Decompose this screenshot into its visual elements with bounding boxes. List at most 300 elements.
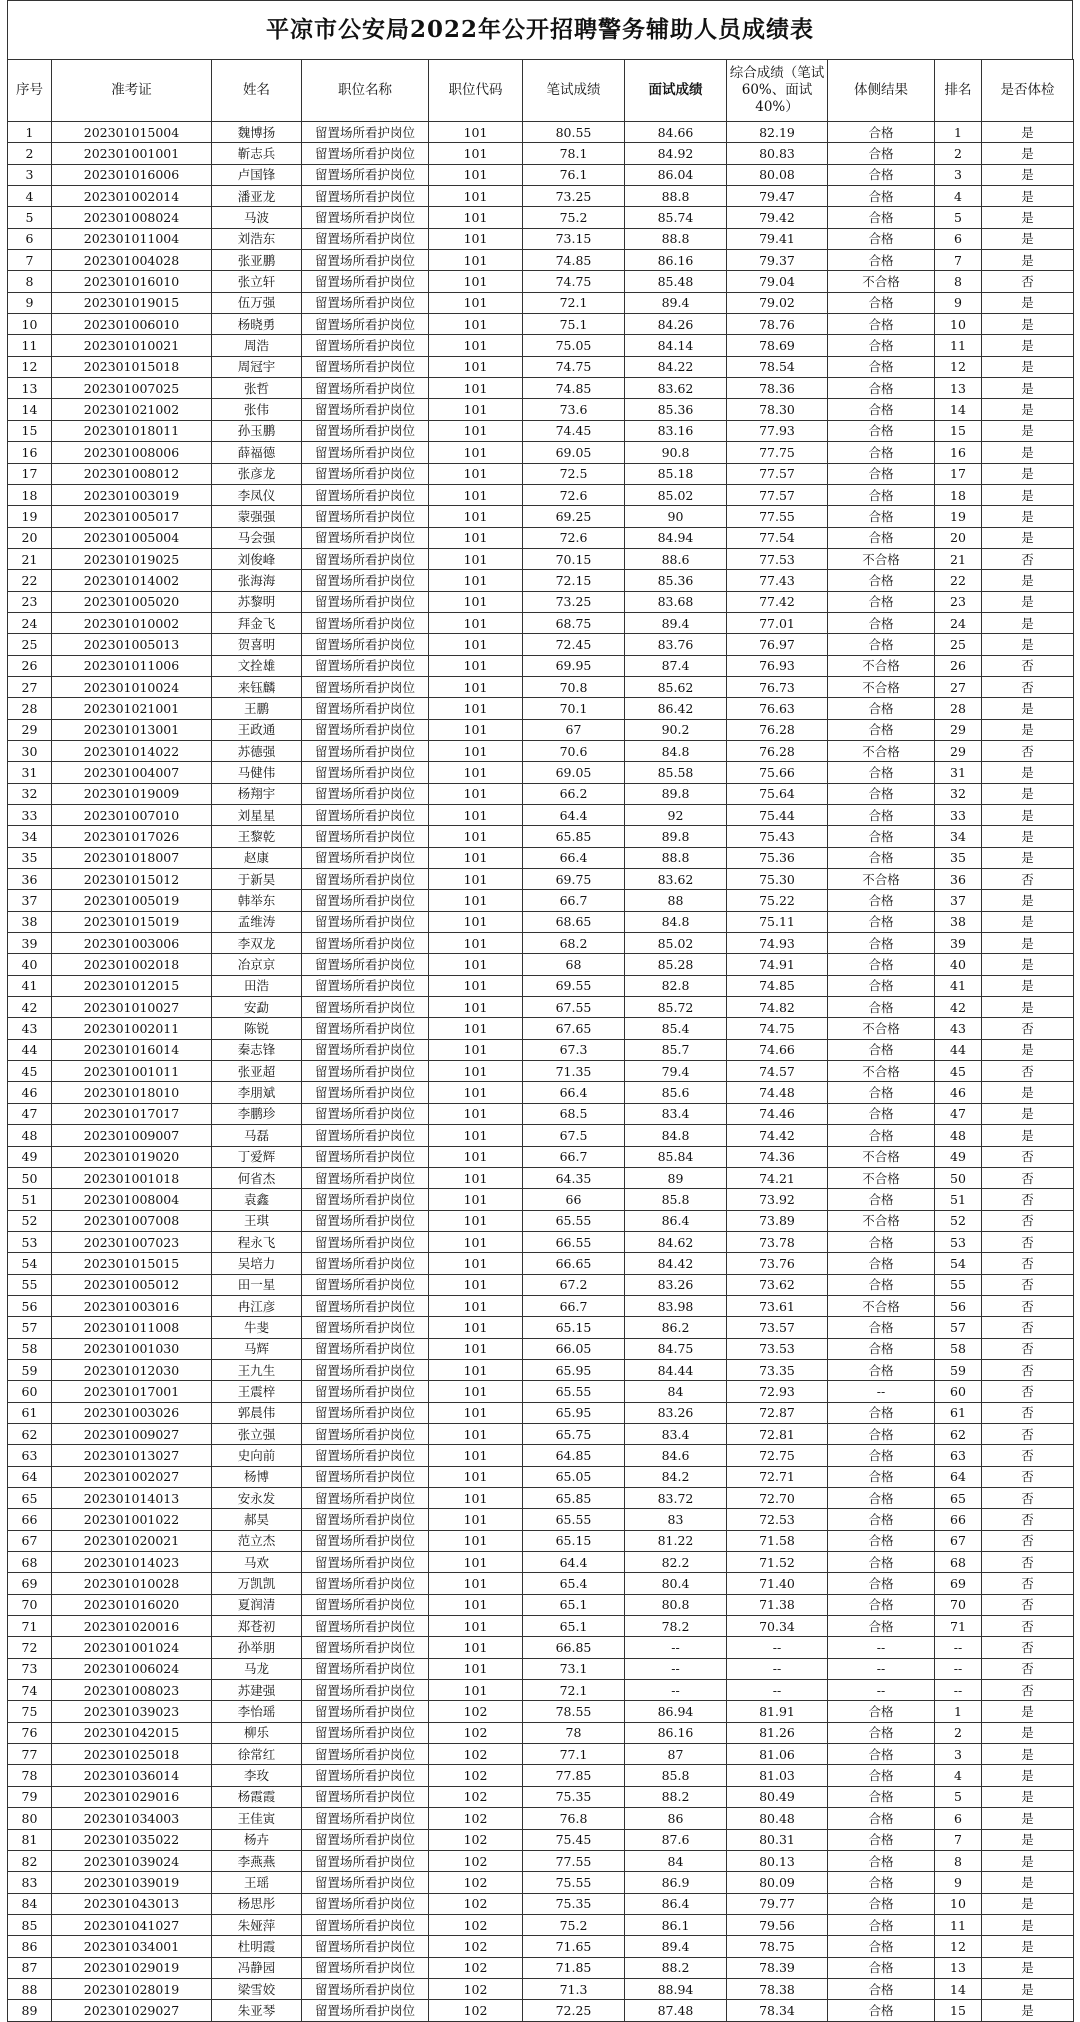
cell-name: 赵康 [212,847,302,868]
cell-index: 28 [8,698,52,719]
cell-position-code: 101 [429,1530,523,1551]
cell-rank: 53 [935,1231,982,1252]
cell-rank: 19 [935,506,982,527]
cell-total-score: 77.42 [727,591,828,612]
cell-position-name: 留置场所看护岗位 [302,698,429,719]
cell-written-score: 64.4 [523,805,625,826]
cell-physical-result: 合格 [828,1765,935,1786]
cell-medical-check: 是 [982,1936,1074,1957]
cell-position-code: 101 [429,527,523,548]
cell-rank: 6 [935,1808,982,1829]
cell-interview-score: 83.76 [625,634,727,655]
cell-position-name: 留置场所看护岗位 [302,719,429,740]
cell-position-name: 留置场所看护岗位 [302,1808,429,1829]
cell-physical-result: 合格 [828,1850,935,1871]
cell-total-score: 72.93 [727,1381,828,1402]
cell-rank: 2 [935,1722,982,1743]
table-row [8,1295,1074,1316]
cell-index: 1 [8,122,52,143]
cell-index: 71 [8,1616,52,1637]
cell-interview-score: 85.8 [625,1765,727,1786]
cell-rank: 45 [935,1061,982,1082]
cell-physical-result: 合格 [828,1936,935,1957]
cell-index: 36 [8,869,52,890]
cell-total-score: 77.93 [727,420,828,441]
cell-exam-id: 202301014002 [52,570,212,591]
cell-position-code: 101 [429,1573,523,1594]
cell-medical-check: 是 [982,186,1074,207]
table-row [8,1786,1074,1807]
cell-medical-check: 否 [982,1552,1074,1573]
table-row [8,2000,1074,2021]
cell-index: 12 [8,356,52,377]
cell-name: 孙举朋 [212,1637,302,1658]
cell-position-code: 101 [429,762,523,783]
cell-exam-id: 202301015015 [52,1253,212,1274]
cell-name: 牛斐 [212,1317,302,1338]
cell-position-name: 留置场所看护岗位 [302,1722,429,1743]
cell-rank: 38 [935,911,982,932]
table-row [8,1231,1074,1252]
table-row [8,335,1074,356]
cell-position-code: 101 [429,1125,523,1146]
cell-interview-score: 84.6 [625,1445,727,1466]
cell-exam-id: 202301002011 [52,1018,212,1039]
cell-interview-score: 86.9 [625,1872,727,1893]
cell-medical-check: 是 [982,228,1074,249]
cell-physical-result: 合格 [828,762,935,783]
cell-exam-id: 202301007023 [52,1231,212,1252]
cell-name: 冯静园 [212,1957,302,1978]
cell-medical-check: 是 [982,975,1074,996]
cell-exam-id: 202301008006 [52,442,212,463]
cell-exam-id: 202301029019 [52,1957,212,1978]
cell-name: 贺喜明 [212,634,302,655]
cell-rank: 32 [935,783,982,804]
cell-rank: 42 [935,997,982,1018]
cell-index: 84 [8,1893,52,1914]
cell-medical-check: 是 [982,356,1074,377]
cell-exam-id: 202301016020 [52,1594,212,1615]
cell-position-name: 留置场所看护岗位 [302,1466,429,1487]
cell-exam-id: 202301020016 [52,1616,212,1637]
cell-position-name: 留置场所看护岗位 [302,1445,429,1466]
cell-physical-result: 合格 [828,378,935,399]
cell-physical-result: 合格 [828,1957,935,1978]
cell-exam-id: 202301003006 [52,933,212,954]
cell-physical-result: 合格 [828,1359,935,1380]
cell-medical-check: 是 [982,1978,1074,1999]
cell-written-score: 78 [523,1722,625,1743]
cell-written-score: 72.1 [523,292,625,313]
cell-index: 56 [8,1295,52,1316]
cell-medical-check: 否 [982,1445,1074,1466]
cell-exam-id: 202301013027 [52,1445,212,1466]
cell-position-name: 留置场所看护岗位 [302,869,429,890]
table-row [8,1765,1074,1786]
cell-rank: 10 [935,314,982,335]
cell-name: 夏润清 [212,1594,302,1615]
cell-position-code: 101 [429,442,523,463]
cell-written-score: 65.85 [523,826,625,847]
cell-total-score: 74.82 [727,997,828,1018]
cell-interview-score: 83.98 [625,1295,727,1316]
cell-written-score: 71.85 [523,1957,625,1978]
cell-rank: 29 [935,740,982,761]
table-row [8,1637,1074,1658]
cell-written-score: 74.75 [523,271,625,292]
table-row [8,911,1074,932]
table-row [8,1039,1074,1060]
cell-written-score: 69.75 [523,869,625,890]
cell-index: 14 [8,399,52,420]
table-row [8,1957,1074,1978]
cell-physical-result: 合格 [828,997,935,1018]
cell-written-score: 72.6 [523,484,625,505]
cell-medical-check: 是 [982,1786,1074,1807]
table-row [8,826,1074,847]
cell-index: 32 [8,783,52,804]
cell-written-score: 66.7 [523,890,625,911]
cell-name: 柳乐 [212,1722,302,1743]
cell-total-score: -- [727,1637,828,1658]
cell-interview-score: 83.4 [625,1423,727,1444]
cell-exam-id: 202301005019 [52,890,212,911]
cell-name: 靳志兵 [212,143,302,164]
table-row [8,463,1074,484]
cell-written-score: 75.2 [523,1914,625,1935]
table-row [8,890,1074,911]
cell-physical-result: 合格 [828,826,935,847]
cell-exam-id: 202301008024 [52,207,212,228]
cell-total-score: 75.22 [727,890,828,911]
cell-position-name: 留置场所看护岗位 [302,1957,429,1978]
cell-position-code: 101 [429,1295,523,1316]
cell-medical-check: 是 [982,314,1074,335]
cell-position-name: 留置场所看护岗位 [302,1061,429,1082]
cell-total-score: 78.76 [727,314,828,335]
cell-exam-id: 202301035022 [52,1829,212,1850]
cell-name: 王九生 [212,1359,302,1380]
cell-rank: 70 [935,1594,982,1615]
cell-exam-id: 202301002014 [52,186,212,207]
cell-rank: -- [935,1658,982,1679]
cell-medical-check: 是 [982,997,1074,1018]
cell-written-score: 68.75 [523,612,625,633]
cell-position-code: 101 [429,1103,523,1124]
cell-rank: 43 [935,1018,982,1039]
cell-exam-id: 202301003019 [52,484,212,505]
cell-total-score: 76.28 [727,740,828,761]
cell-interview-score: 83.62 [625,378,727,399]
cell-medical-check: 否 [982,1210,1074,1231]
cell-total-score: 74.93 [727,933,828,954]
cell-interview-score: 88.2 [625,1957,727,1978]
cell-physical-result: 不合格 [828,1295,935,1316]
cell-physical-result: 合格 [828,1402,935,1423]
cell-exam-id: 202301029027 [52,2000,212,2021]
cell-index: 58 [8,1338,52,1359]
cell-written-score: 66 [523,1189,625,1210]
cell-written-score: 73.15 [523,228,625,249]
cell-exam-id: 202301016006 [52,164,212,185]
cell-written-score: 71.65 [523,1936,625,1957]
cell-index: 48 [8,1125,52,1146]
cell-position-code: 101 [429,1680,523,1701]
cell-written-score: 72.45 [523,634,625,655]
cell-interview-score: 89.4 [625,292,727,313]
cell-position-code: 101 [429,314,523,335]
cell-physical-result: 合格 [828,1338,935,1359]
cell-exam-id: 202301019020 [52,1146,212,1167]
table-row [8,805,1074,826]
cell-exam-id: 202301034001 [52,1936,212,1957]
cell-position-name: 留置场所看护岗位 [302,420,429,441]
cell-position-name: 留置场所看护岗位 [302,1530,429,1551]
cell-total-score: 76.97 [727,634,828,655]
table-row [8,399,1074,420]
table-row [8,762,1074,783]
cell-rank: 54 [935,1253,982,1274]
cell-written-score: 71.35 [523,1061,625,1082]
cell-name: 张立轩 [212,271,302,292]
cell-position-code: 102 [429,1765,523,1786]
cell-name: 韩举东 [212,890,302,911]
cell-interview-score: 85.36 [625,570,727,591]
table-row [8,1594,1074,1615]
cell-name: 刘浩东 [212,228,302,249]
cell-name: 何省杰 [212,1167,302,1188]
cell-interview-score: 78.2 [625,1616,727,1637]
cell-position-code: 101 [429,356,523,377]
cell-exam-id: 202301029016 [52,1786,212,1807]
cell-medical-check: 否 [982,1616,1074,1637]
cell-written-score: 71.3 [523,1978,625,1999]
cell-written-score: 75.2 [523,207,625,228]
cell-interview-score: 90 [625,506,727,527]
cell-physical-result: 合格 [828,292,935,313]
cell-index: 34 [8,826,52,847]
cell-position-name: 留置场所看护岗位 [302,911,429,932]
table-row [8,1658,1074,1679]
cell-position-code: 102 [429,1978,523,1999]
cell-total-score: 79.42 [727,207,828,228]
cell-physical-result: 不合格 [828,740,935,761]
cell-rank: 14 [935,1978,982,1999]
cell-index: 51 [8,1189,52,1210]
cell-medical-check: 是 [982,826,1074,847]
cell-rank: 66 [935,1509,982,1530]
cell-index: 76 [8,1722,52,1743]
cell-total-score: 76.63 [727,698,828,719]
cell-total-score: 74.66 [727,1039,828,1060]
cell-written-score: 67.2 [523,1274,625,1295]
cell-name: 郝昊 [212,1509,302,1530]
cell-written-score: 69.95 [523,655,625,676]
cell-position-name: 留置场所看护岗位 [302,1850,429,1871]
cell-written-score: 75.1 [523,314,625,335]
cell-index: 43 [8,1018,52,1039]
cell-exam-id: 202301008004 [52,1189,212,1210]
cell-physical-result: 合格 [828,335,935,356]
cell-total-score: 75.11 [727,911,828,932]
cell-position-code: 101 [429,548,523,569]
cell-position-code: 101 [429,847,523,868]
cell-index: 60 [8,1381,52,1402]
cell-position-name: 留置场所看护岗位 [302,762,429,783]
cell-total-score: 73.57 [727,1317,828,1338]
cell-position-code: 101 [429,869,523,890]
cell-physical-result: 合格 [828,1039,935,1060]
table-row [8,1488,1074,1509]
cell-rank: 40 [935,954,982,975]
table-row [8,527,1074,548]
cell-position-code: 101 [429,1018,523,1039]
cell-written-score: 65.15 [523,1317,625,1338]
cell-index: 44 [8,1039,52,1060]
cell-physical-result: -- [828,1680,935,1701]
cell-position-name: 留置场所看护岗位 [302,1359,429,1380]
cell-total-score: 71.52 [727,1552,828,1573]
cell-total-score: 79.02 [727,292,828,313]
cell-physical-result: 合格 [828,1317,935,1338]
cell-index: 22 [8,570,52,591]
cell-position-name: 留置场所看护岗位 [302,335,429,356]
cell-physical-result: 合格 [828,1189,935,1210]
cell-index: 19 [8,506,52,527]
cell-index: 16 [8,442,52,463]
cell-physical-result: 不合格 [828,676,935,697]
cell-interview-score: 87.6 [625,1829,727,1850]
cell-total-score: 80.83 [727,143,828,164]
cell-total-score: 71.58 [727,1530,828,1551]
cell-physical-result: -- [828,1658,935,1679]
table-row [8,570,1074,591]
table-row [8,1317,1074,1338]
cell-index: 77 [8,1744,52,1765]
cell-physical-result: 合格 [828,933,935,954]
cell-position-code: 101 [429,1317,523,1338]
cell-name: 马健伟 [212,762,302,783]
cell-physical-result: 合格 [828,1701,935,1722]
cell-name: 郑苍初 [212,1616,302,1637]
table-row [8,740,1074,761]
cell-position-code: 101 [429,954,523,975]
cell-index: 5 [8,207,52,228]
cell-name: 王琪 [212,1210,302,1231]
cell-medical-check: 是 [982,612,1074,633]
table-row [8,997,1074,1018]
cell-exam-id: 202301019025 [52,548,212,569]
cell-physical-result: 合格 [828,1466,935,1487]
header-physical-result: 体侧结果 [828,60,935,122]
cell-medical-check: 是 [982,122,1074,143]
cell-position-code: 101 [429,1423,523,1444]
cell-physical-result: 合格 [828,2000,935,2021]
cell-rank: -- [935,1680,982,1701]
cell-physical-result: 合格 [828,890,935,911]
cell-written-score: 67.3 [523,1039,625,1060]
cell-interview-score: 85.6 [625,1082,727,1103]
cell-physical-result: 合格 [828,1914,935,1935]
cell-name: 杨晓勇 [212,314,302,335]
table-row [8,1701,1074,1722]
cell-index: 68 [8,1552,52,1573]
cell-total-score: 73.35 [727,1359,828,1380]
table-row [8,122,1074,143]
cell-index: 53 [8,1231,52,1252]
cell-written-score: 67.5 [523,1125,625,1146]
cell-medical-check: 否 [982,1317,1074,1338]
cell-position-name: 留置场所看护岗位 [302,1039,429,1060]
cell-medical-check: 否 [982,1231,1074,1252]
cell-name: 马龙 [212,1658,302,1679]
cell-interview-score: 84.2 [625,1466,727,1487]
cell-position-name: 留置场所看护岗位 [302,1488,429,1509]
cell-position-name: 留置场所看护岗位 [302,1402,429,1423]
cell-physical-result: 合格 [828,399,935,420]
table-row [8,1167,1074,1188]
table-row [8,676,1074,697]
cell-medical-check: 否 [982,1167,1074,1188]
header-name: 姓名 [212,60,302,122]
cell-written-score: 77.85 [523,1765,625,1786]
cell-position-name: 留置场所看护岗位 [302,463,429,484]
cell-medical-check: 是 [982,399,1074,420]
cell-position-name: 留置场所看护岗位 [302,740,429,761]
cell-physical-result: 合格 [828,954,935,975]
cell-name: 张彦龙 [212,463,302,484]
header-interview-score: 面试成绩 [625,60,727,122]
table-row [8,1125,1074,1146]
cell-written-score: 77.1 [523,1744,625,1765]
cell-written-score: 73.1 [523,1658,625,1679]
cell-exam-id: 202301017026 [52,826,212,847]
cell-interview-score: 83.62 [625,869,727,890]
cell-index: 2 [8,143,52,164]
cell-rank: 2 [935,143,982,164]
cell-physical-result: -- [828,1637,935,1658]
table-row [8,1722,1074,1743]
cell-physical-result: 不合格 [828,1146,935,1167]
cell-name: 苏建强 [212,1680,302,1701]
cell-name: 李朋斌 [212,1082,302,1103]
cell-physical-result: 合格 [828,1445,935,1466]
cell-position-code: 101 [429,612,523,633]
cell-name: 孙玉鹏 [212,420,302,441]
cell-position-name: 留置场所看护岗位 [302,676,429,697]
cell-position-code: 102 [429,1722,523,1743]
cell-written-score: 66.7 [523,1146,625,1167]
cell-written-score: 65.1 [523,1594,625,1615]
cell-index: 24 [8,612,52,633]
table-row [8,420,1074,441]
cell-exam-id: 202301016014 [52,1039,212,1060]
cell-position-code: 102 [429,2000,523,2021]
cell-position-code: 101 [429,1274,523,1295]
cell-exam-id: 202301019009 [52,783,212,804]
cell-interview-score: 86.04 [625,164,727,185]
cell-written-score: 67 [523,719,625,740]
cell-position-name: 留置场所看护岗位 [302,655,429,676]
cell-position-name: 留置场所看护岗位 [302,1423,429,1444]
cell-position-name: 留置场所看护岗位 [302,997,429,1018]
cell-position-code: 101 [429,292,523,313]
cell-rank: 47 [935,1103,982,1124]
cell-interview-score: 80.8 [625,1594,727,1615]
cell-index: 67 [8,1530,52,1551]
cell-rank: 50 [935,1167,982,1188]
